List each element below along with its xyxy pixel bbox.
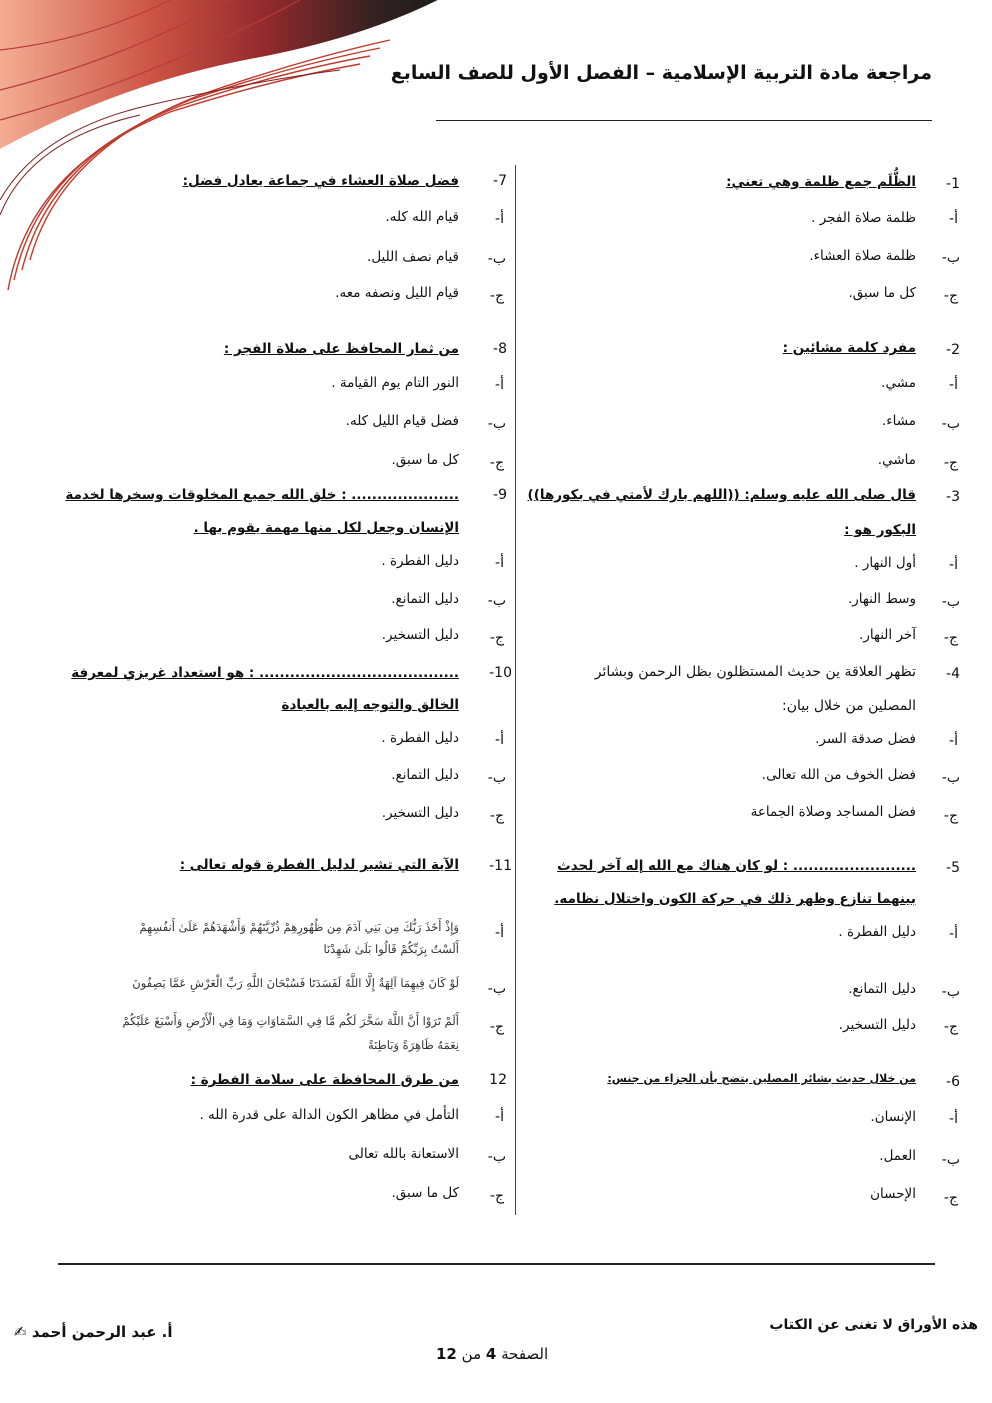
author-signature xyxy=(14,1323,173,1341)
option-text[interactable]: دليل الفطرة . xyxy=(838,924,916,940)
option-text[interactable]: النور التام يوم القيامة . xyxy=(331,375,459,391)
option-text[interactable]: كل ما سبق. xyxy=(848,285,916,301)
question-stem: من طرق المحافظة على سلامة الفطرة : xyxy=(190,1072,459,1088)
option-text[interactable]: قيام الليل ونصفه معه. xyxy=(335,285,459,301)
option-letter: ج- xyxy=(943,808,958,824)
question-stem: مفرد كلمة مشائين : xyxy=(782,340,916,356)
option-letter: ب- xyxy=(487,770,506,786)
option-text[interactable]: دليل التسخير. xyxy=(838,1017,916,1033)
verse-text[interactable]: أَلَمْ تَرَوْا أَنَّ اللَّهَ سَخَّرَ لَكُم مَّا فِي السَّمَاوَاتِ وَمَا فِي الْأَرْضِ وَأَسْبَغَ عَلَيْكُمْ xyxy=(122,1014,459,1028)
option-letter: ج- xyxy=(943,630,958,646)
column-divider xyxy=(515,165,516,1215)
option-letter: ج- xyxy=(943,288,958,304)
verse-text-cont: أَلَسْتُ بِرَبِّكُمْ قَالُوا بَلَىٰ شَهِدْنَا xyxy=(323,942,459,956)
option-text[interactable]: فضل المساجد وصلاة الجماعة xyxy=(750,804,916,820)
option-letter: ب- xyxy=(941,984,960,1000)
question-stem: قال صلى الله عليه وسلم: ((اللهم بارك لأمتي في بكورها)) xyxy=(527,487,916,503)
option-letter: ب- xyxy=(487,416,506,432)
option-letter: ب- xyxy=(487,251,506,267)
option-letter: ج- xyxy=(489,1188,504,1204)
option-text[interactable]: دليل التمانع. xyxy=(391,591,459,607)
question-stem: الظُّلَم جمع ظلمة وهي تعني: xyxy=(726,174,916,190)
option-letter: أ- xyxy=(495,211,504,227)
option-text[interactable]: ظلمة صلاة الفجر . xyxy=(811,210,916,226)
option-letter: ب- xyxy=(941,1152,960,1168)
option-letter: ج- xyxy=(943,1019,958,1035)
question-stem-cont: الإنسان وجعل لكل منها مهمة يقوم بها . xyxy=(193,520,459,536)
footer-divider xyxy=(58,1263,935,1265)
option-text[interactable]: دليل التسخير. xyxy=(381,805,459,821)
option-text[interactable]: دليل الفطرة . xyxy=(381,553,459,569)
option-letter: أ- xyxy=(495,925,504,941)
question-number: 12 xyxy=(489,1072,507,1088)
option-text[interactable]: الإحسان xyxy=(870,1186,916,1202)
option-letter: أ- xyxy=(495,555,504,571)
question-stem: ....................................... : هو استعداد غريزي لمعرفة xyxy=(71,665,459,681)
question-number: 7- xyxy=(493,173,507,189)
question-stem-cont: بينهما تنازع وظهر ذلك في حركة الكون واختلال نظامه. xyxy=(554,891,916,907)
question-number: 1- xyxy=(946,176,960,192)
question-number: 9- xyxy=(493,487,507,503)
option-text[interactable]: دليل التمانع. xyxy=(391,767,459,783)
question-stem: الآية التي تشير لدليل الفطرة قوله تعالى : xyxy=(179,857,459,873)
option-text[interactable]: ماشي. xyxy=(877,452,916,468)
title-divider xyxy=(436,120,932,121)
option-letter: أ- xyxy=(949,557,958,573)
option-text[interactable]: ظلمة صلاة العشاء. xyxy=(809,248,916,264)
option-text[interactable]: فضل الخوف من الله تعالى. xyxy=(761,767,916,783)
question-number: 5- xyxy=(946,860,960,876)
question-number: 10- xyxy=(489,665,512,681)
option-letter: ج- xyxy=(489,1019,504,1035)
verse-text[interactable]: لَوْ كَانَ فِيهِمَا آلِهَةٌ إِلَّا اللَّهُ لَفَسَدَتَا فَسُبْحَانَ اللَّهِ رَبِّ الْعَرْشِ عَمَّا يَصِفُونَ xyxy=(132,976,459,990)
question-stem: من خلال حديث بشائر المصلين يتضح بأن الجزاء من جنس: xyxy=(607,1072,916,1085)
pen-icon: ✍ xyxy=(14,1323,27,1341)
option-letter: ب- xyxy=(941,416,960,432)
option-letter: ب- xyxy=(487,1149,506,1165)
option-text[interactable]: قيام نصف الليل. xyxy=(367,249,459,265)
option-text[interactable]: فضل قيام الليل كله. xyxy=(345,413,459,429)
option-text[interactable]: دليل التمانع. xyxy=(848,981,916,997)
option-letter: ج- xyxy=(489,288,504,304)
option-letter: ب- xyxy=(487,981,506,997)
option-text[interactable]: التأمل في مظاهر الكون الدالة على قدرة الله . xyxy=(199,1107,459,1123)
footer-note: هذه الأوراق لا تغنى عن الكتاب xyxy=(769,1317,978,1333)
question-stem: ........................ : لو كان هناك مع الله إله آخر لحدث xyxy=(557,858,916,874)
option-letter: أ- xyxy=(949,211,958,227)
option-text[interactable]: فضل صدقة السر. xyxy=(815,731,916,747)
question-number: 3- xyxy=(946,489,960,505)
option-letter: أ- xyxy=(949,1111,958,1127)
option-letter: أ- xyxy=(495,377,504,393)
option-letter: ب- xyxy=(941,594,960,610)
option-text[interactable]: دليل التسخير. xyxy=(381,627,459,643)
option-text[interactable]: كل ما سبق. xyxy=(391,452,459,468)
option-letter: أ- xyxy=(949,926,958,942)
option-letter: أ- xyxy=(495,1109,504,1125)
option-text[interactable]: دليل الفطرة . xyxy=(381,730,459,746)
option-text[interactable]: قيام الله كله. xyxy=(385,209,459,225)
option-letter: ج- xyxy=(489,455,504,471)
option-text[interactable]: وسط النهار. xyxy=(847,591,916,607)
option-letter: ج- xyxy=(943,455,958,471)
author-name: أ. عبد الرحمن أحمد xyxy=(31,1323,173,1341)
option-text[interactable]: مشي. xyxy=(881,375,916,391)
question-stem: فضل صلاة العشاء في جماعة يعادل فضل: xyxy=(182,173,459,189)
option-text[interactable]: كل ما سبق. xyxy=(391,1185,459,1201)
option-text[interactable]: العمل. xyxy=(879,1148,916,1164)
option-letter: أ- xyxy=(949,733,958,749)
option-letter: أ- xyxy=(949,377,958,393)
option-text[interactable]: الإنسان. xyxy=(870,1109,916,1125)
question-stem-cont: البكور هو : xyxy=(844,522,916,538)
question-number: 8- xyxy=(493,341,507,357)
option-letter: ج- xyxy=(943,1190,958,1206)
page-number: الصفحة 4 من 12 xyxy=(436,1345,549,1363)
question-stem-cont: المصلين من خلال بيان: xyxy=(782,698,916,714)
question-stem-cont: الخالق والتوجه إليه بالعبادة xyxy=(281,697,459,713)
verse-text-cont: نِعَمَهُ ظَاهِرَةً وَبَاطِنَةً xyxy=(367,1038,459,1052)
option-text[interactable]: مشاء. xyxy=(881,413,916,429)
question-number: 4- xyxy=(946,666,960,682)
question-stem: ..................... : خلق الله جميع المخلوقات وسخرها لخدمة xyxy=(65,487,459,503)
question-stem: تظهر العلاقة ين حديث المستظلون بظل الرحمن وبشائر xyxy=(594,664,916,680)
option-text[interactable]: أول النهار . xyxy=(854,555,916,571)
option-letter: ب- xyxy=(487,593,506,609)
verse-text[interactable]: وَإِذْ أَخَذَ رَبُّكَ مِن بَنِي آدَمَ مِن ظُهُورِهِمْ ذُرِّيَّتَهُمْ وَأَشْهَدَهُمْ عَلَىٰ أَنفُسِهِمْ xyxy=(139,920,459,934)
question-stem: من ثمار المحافظ على صلاة الفجر : xyxy=(223,341,459,357)
question-number: 2- xyxy=(946,342,960,358)
option-text[interactable]: آخر النهار. xyxy=(859,627,916,643)
option-letter: ب- xyxy=(941,250,960,266)
question-number: 11- xyxy=(489,858,512,874)
option-letter: أ- xyxy=(495,732,504,748)
question-number: 6- xyxy=(946,1074,960,1090)
option-text[interactable]: الاستعانة بالله تعالى xyxy=(348,1146,459,1162)
option-letter: ج- xyxy=(489,630,504,646)
option-letter: ب- xyxy=(941,770,960,786)
option-letter: ج- xyxy=(489,808,504,824)
page-title: مراجعة مادة التربية الإسلامية – الفصل الأول للصف السابع xyxy=(390,62,932,84)
